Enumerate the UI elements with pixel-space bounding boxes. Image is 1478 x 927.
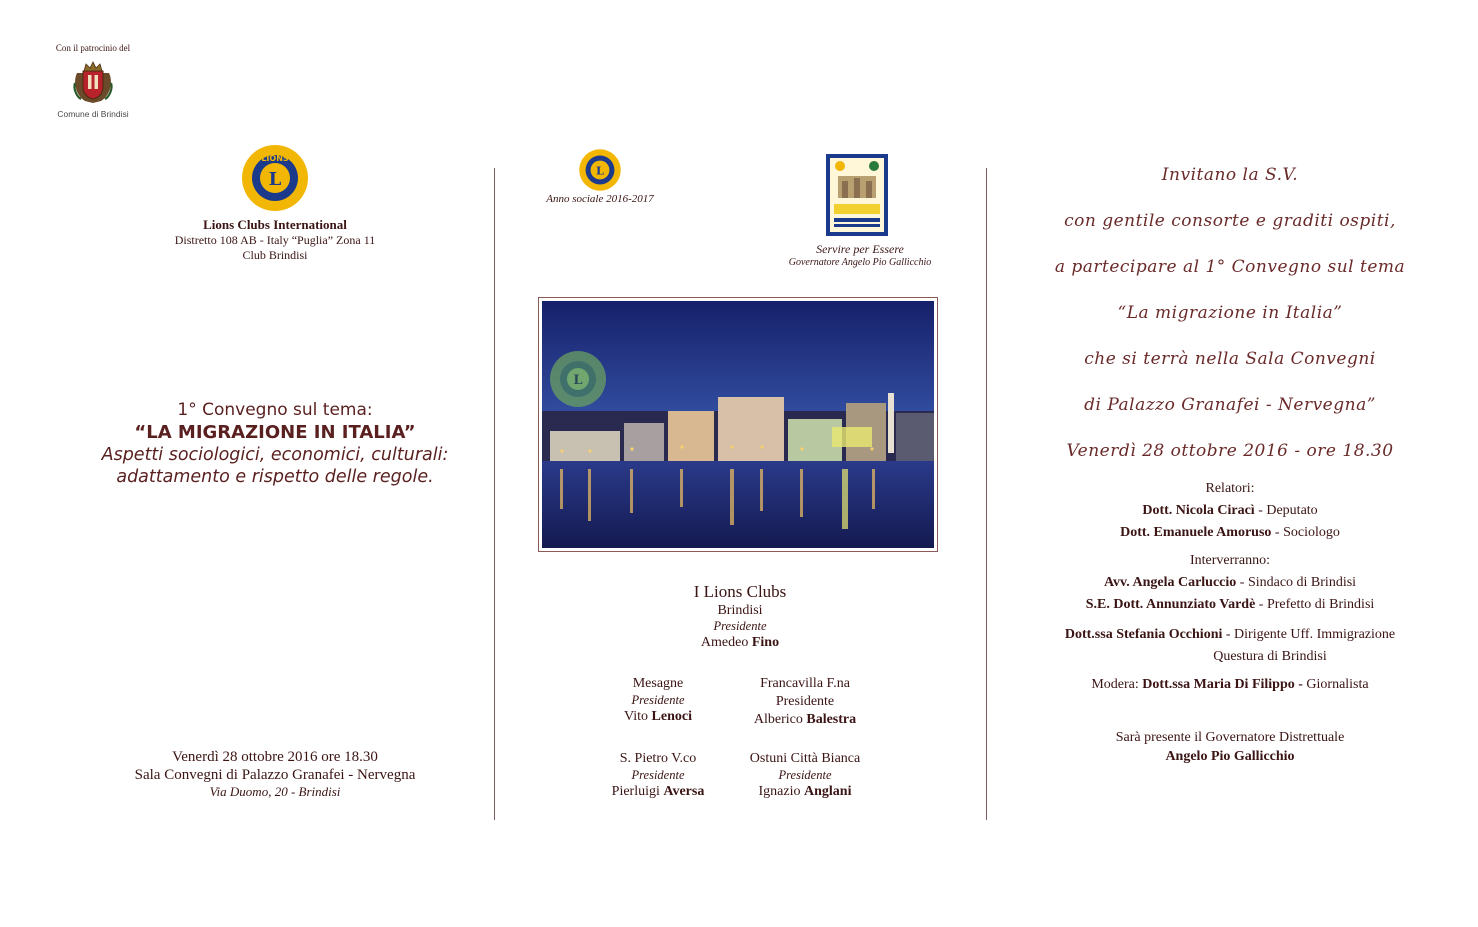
- svg-text:LIONS: LIONS: [261, 154, 289, 163]
- speaker-2: [1000, 522, 1460, 544]
- event-details: [100, 748, 450, 800]
- club-line: Club Brindisi: [242, 248, 308, 262]
- invite-line-6: di Palazzo Granafei - Nervegna”: [1084, 395, 1376, 415]
- speaker-role: - Sociologo: [1271, 525, 1340, 540]
- main-club-role: Presidente: [713, 619, 767, 633]
- invite-line-3: a partecipare al 1° Convegno sul tema: [1054, 257, 1406, 277]
- moderator-role: Giornalista: [1302, 677, 1369, 692]
- lions-logo-small: [578, 148, 622, 197]
- patronage-comune: Comune di Brindisi: [57, 109, 129, 119]
- moderator-name: Dott.ssa Maria Di Filippo -: [1142, 677, 1303, 692]
- main-club: Brindisi: [717, 603, 763, 618]
- speaker-role: - Prefetto di Brindisi: [1255, 597, 1375, 612]
- governor-badge-icon: [826, 154, 888, 236]
- intervention-2: [1000, 594, 1460, 616]
- speaker-name: Dott.ssa Stefania Occhioni: [1064, 627, 1223, 642]
- club-mesagne: [573, 675, 743, 726]
- convegno-block: [60, 400, 490, 487]
- club-san-pietro: [573, 750, 743, 801]
- invite-line-2: con gentile consorte e graditi ospiti,: [1064, 211, 1396, 231]
- speakers-block: [1000, 478, 1460, 766]
- convegno-title: 1° Convegno sul tema:: [177, 400, 373, 420]
- club-role: Presidente: [631, 693, 685, 707]
- speaker-name: Avv. Angela Carluccio: [1103, 575, 1237, 590]
- club-role: Presidente: [778, 768, 832, 782]
- president-first: Ignazio: [758, 784, 801, 799]
- speaker-role: - Dirigente Uff. Immigrazione: [1222, 627, 1396, 642]
- invite-line-5: che si terrà nella Sala Convegni: [1084, 349, 1376, 369]
- event-date: Venerdì 28 ottobre 2016 ore 18.30: [172, 749, 378, 765]
- club-role: Presidente: [631, 768, 685, 782]
- president-first: Alberico: [753, 712, 803, 727]
- president-first: Pierluigi: [611, 784, 660, 799]
- main-president-last: Fino: [751, 635, 780, 650]
- convegno-subtitle-2: adattamento e rispetto delle regole.: [116, 467, 434, 487]
- clubs-title: I Lions Clubs: [693, 582, 787, 601]
- clubs-block: [560, 582, 920, 799]
- svg-text:L: L: [573, 373, 583, 388]
- club-name: Ostuni Città Bianca: [749, 751, 861, 766]
- lions-logo-icon: [240, 143, 310, 213]
- intervention-1: [1000, 572, 1460, 594]
- speaker-name: Dott. Nicola Ciracì: [1142, 503, 1255, 518]
- anno-sociale: Anno sociale 2016-2017: [546, 193, 654, 205]
- intervention-3-line2: Questura di Brindisi: [1213, 649, 1327, 664]
- president-last: Aversa: [663, 784, 705, 799]
- president-last: Anglani: [804, 784, 852, 799]
- event-address: Via Duomo, 20 - Brindisi: [209, 784, 341, 799]
- moderator-label: Modera:: [1091, 677, 1143, 692]
- brindisi-crest-icon: [71, 59, 115, 105]
- club-name: Mesagne: [632, 676, 684, 691]
- convegno-theme: “LA MIGRAZIONE IN ITALIA”: [134, 422, 416, 443]
- main-club-president: [560, 634, 920, 652]
- svg-text:L: L: [268, 169, 282, 190]
- speaker-name: Dott. Emanuele Amoruso: [1120, 525, 1272, 540]
- patronage-label: Con il patrocinio del: [55, 43, 131, 53]
- district-line: Distretto 108 AB - Italy “Puglia” Zona 11: [174, 233, 376, 247]
- governor-presence: Sarà presente il Governatore Distrettuale: [1115, 730, 1345, 745]
- divider-right: [986, 168, 987, 820]
- brindisi-photo-frame: [538, 297, 938, 552]
- speaker-name: S.E. Dott. Annunziato Vardè: [1085, 597, 1256, 612]
- president-first: Vito: [623, 709, 649, 724]
- speaker-role: - Deputato: [1254, 503, 1318, 518]
- event-venue: Sala Convegni di Palazzo Granafei - Nervegna: [134, 767, 416, 783]
- club-ostuni: [720, 750, 890, 801]
- interverranno-label: Interverranno:: [1189, 553, 1271, 568]
- lions-header-left: [160, 143, 390, 263]
- invite-line-4: “La migrazione in Italia”: [1117, 303, 1343, 323]
- convegno-subtitle-1: Aspetti sociologici, economici, culturali:: [101, 445, 449, 465]
- club-name: Francavilla F.na: [760, 676, 850, 691]
- invite-line-7: Venerdì 28 ottobre 2016 - ore 18.30: [1066, 441, 1394, 461]
- motto-block: [760, 242, 960, 268]
- svg-text:L: L: [596, 163, 604, 178]
- divider-left: [494, 168, 495, 820]
- brindisi-waterfront-image: [542, 301, 934, 548]
- invitation-text: [1000, 152, 1460, 474]
- president-last: Lenoci: [651, 709, 692, 724]
- motto: Servire per Essere: [816, 242, 904, 256]
- speaker-role: - Sindaco di Brindisi: [1236, 575, 1357, 590]
- lions-small-icon: [578, 148, 622, 192]
- moderator: [1000, 674, 1460, 696]
- club-name: S. Pietro V.co: [619, 751, 697, 766]
- president-last: Balestra: [806, 712, 857, 727]
- org-name: Lions Clubs International: [203, 217, 347, 232]
- patronage-block: [40, 43, 146, 119]
- relatori-label: Relatori:: [1205, 481, 1255, 496]
- governor-name: Angelo Pio Gallicchio: [1165, 749, 1295, 764]
- club-role: Presidente: [775, 694, 835, 709]
- invite-line-1: Invitano la S.V.: [1161, 165, 1299, 185]
- intervention-3: [1000, 624, 1460, 646]
- speaker-1: [1000, 500, 1460, 522]
- club-francavilla: [720, 675, 890, 729]
- governor-line: Governatore Angelo Pio Gallicchio: [788, 257, 932, 268]
- main-president-first: Amedeo: [700, 635, 749, 650]
